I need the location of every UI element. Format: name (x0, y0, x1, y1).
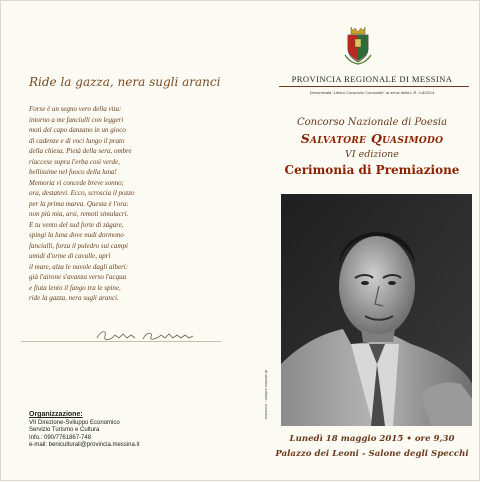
signature-divider (21, 341, 221, 342)
poem-line: il mare, alza le nuvole dagli alberi: (29, 262, 129, 271)
organization-email: e-mail: beniculturali@provincia.messina.it (29, 442, 140, 448)
province-name: PROVINCIA REGIONALE DI MESSINA (291, 74, 453, 84)
poem-line: E tu vento del sud forte di zàgare, (29, 220, 124, 229)
poet-portrait-photo (281, 194, 472, 426)
poem-line: bellissime nel fuoco della luna! (29, 168, 117, 176)
poem-line: Memoria vi concede breve sonno; (29, 178, 124, 187)
organization-line: Servizio Turismo e Cultura (29, 427, 100, 433)
poem-line: ride la gazza, nera sugli aranci. (29, 294, 119, 302)
contest-name: Concorso Nazionale di Poesia (296, 117, 448, 128)
poem-line: moti del capo danzano in un gioco (29, 126, 126, 134)
event-date-time: Lunedì 18 maggio 2015 • ore 9,30 (289, 434, 455, 444)
poem-line: di cadenze e di voci lungo il prato (29, 136, 125, 145)
poem-line: spingi la luna dove nudi dormono (29, 231, 124, 239)
organization-heading: Organizzazione: (29, 411, 83, 418)
event-venue: Palazzo dei Leoni - Salone degli Specchi (275, 449, 469, 459)
poem-line: per la prima marea. Questa è l'ora: (29, 199, 129, 208)
poem-line: e fiuta lento il fango tra le spine, (29, 283, 121, 292)
poem-line: umidi d'orme di cavalle, apri (29, 252, 111, 260)
edition-label: VI edizione (345, 149, 399, 160)
poem-line: della chiesa. Pietà della sera, ombre (29, 147, 132, 155)
poem-line: Forse è un segno vero della vita: (29, 105, 122, 113)
poem-title: Ride la gazza, nera sugli aranci (29, 75, 221, 89)
right-panel (263, 1, 480, 482)
left-panel (1, 1, 251, 482)
organization-line: VII Direzione-Sviluppo Economico (29, 419, 120, 426)
poem-line: non più mia, arsi, remoti simulacri. (29, 210, 129, 218)
poem-text (29, 104, 239, 304)
poem-line: fanciulli, forza il puledro sui campi (29, 241, 128, 250)
organization-block (29, 411, 244, 450)
poem-line: riaccese sopra l'erba così verde, (29, 157, 120, 166)
provincial-crest-icon (343, 25, 373, 65)
fold-credit-text: di stefano editore - messina (264, 369, 270, 420)
header-divider (279, 86, 469, 87)
poem-line: ora, destatevi. Ecco, scroscia il pozzo (29, 189, 135, 197)
poet-name: Salvatore Quasimodo (300, 131, 444, 146)
decree-line: Denominata "Libero Consorzio Comunale" ai sensi della L.R. n.8/2014 (309, 90, 435, 95)
poem-line: intorno a me fanciulli con leggeri (29, 115, 124, 124)
organization-line: Info.: 090/7761867-748 (29, 434, 92, 441)
poem-line: già l'airone s'avanza verso l'acqua (29, 273, 127, 281)
poet-signature (93, 326, 203, 346)
ceremony-title: Cerimonia di Premiazione (284, 163, 460, 177)
